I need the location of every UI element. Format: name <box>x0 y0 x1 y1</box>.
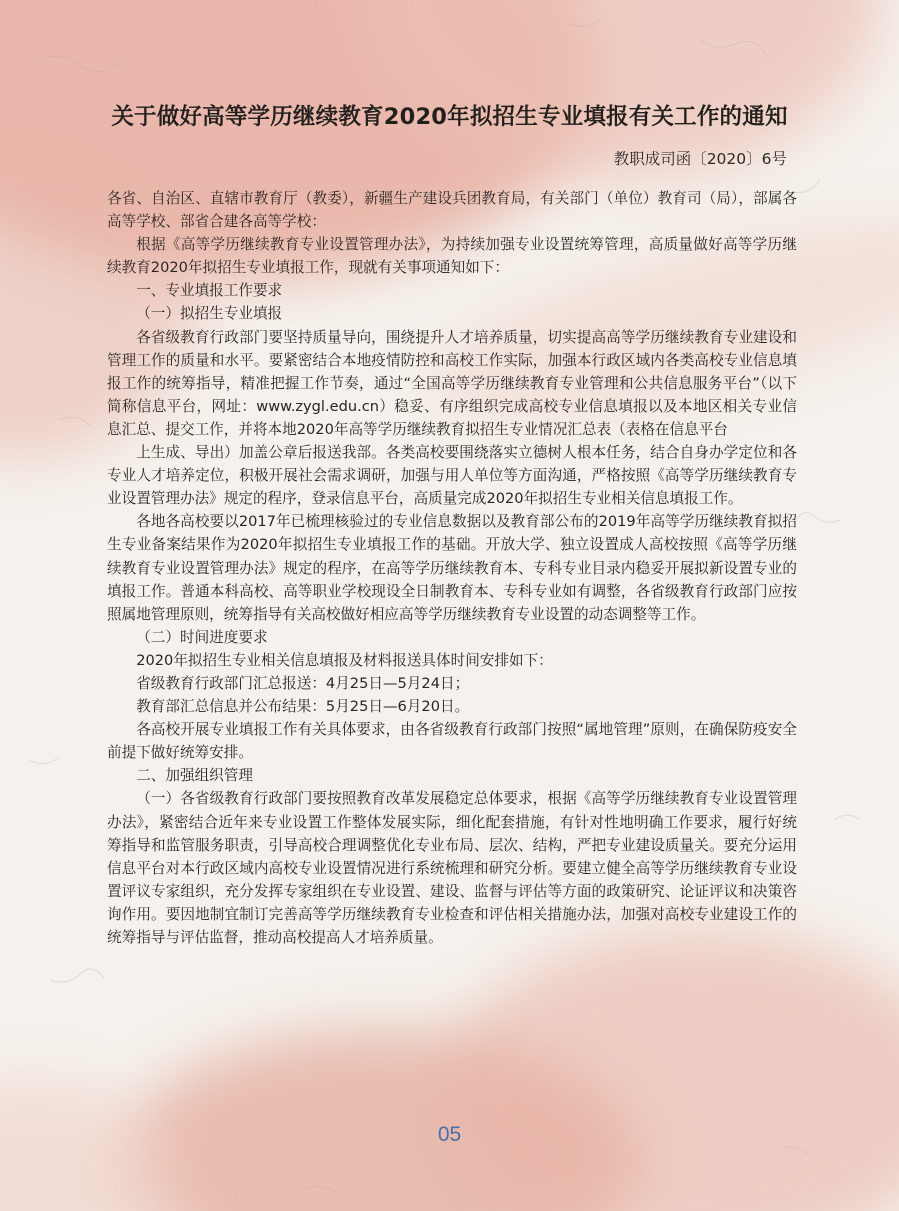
schedule-item: 省级教育行政部门汇总报送：4月25日—5月24日； <box>136 674 470 692</box>
paragraph: 根据《高等学历继续教育专业设置管理办法》，为持续加强专业设置统筹管理，高质量做好高等学历继续教育2020年拟招生专业填报工作，现就有关事项通知如下： <box>107 236 797 277</box>
section-heading: 一、专业填报工作要求 <box>136 282 283 300</box>
document-number: 教职成司函〔2020〕6号 <box>613 150 787 168</box>
document-title: 关于做好高等学历继续教育2020年拟招生专业填报有关工作的通知 <box>111 104 788 130</box>
subsection-heading: （二）时间进度要求 <box>136 628 268 646</box>
subsection-heading: （一）拟招生专业填报 <box>136 305 283 323</box>
paragraph: 上生成、导出）加盖公章后报送我部。各类高校要围绕落实立德树人根本任务，结合自身办学定位和各专业人才培养定位，积极开展社会需求调研，加强与用人单位等方面沟通，严格按照《高等学历继续教育专业设置管理办法》规定的程序，登录信息平台，高质量完成2020年拟招生专业相关信息填报工作。 <box>107 444 797 508</box>
document-body <box>107 187 797 949</box>
paragraph: 各高校开展专业填报工作有关具体要求，由各省级教育行政部门按照“属地管理”原则，在确保防疫安全前提下做好统筹安排。 <box>107 721 797 762</box>
paragraph: 各省、自治区、直辖市教育厅（教委），新疆生产建设兵团教育局，有关部门（单位）教育司（局），部属各高等学校、部省合建各高等学校： <box>107 190 797 231</box>
page-number: 05 <box>437 1123 462 1146</box>
paragraph: 2020年拟招生专业相关信息填报及材料报送具体时间安排如下： <box>136 651 553 669</box>
paragraph: （一）各省级教育行政部门要按照教育改革发展稳定总体要求，根据《高等学历继续教育专业设置管理办法》，紧密结合近年来专业设置工作整体发展实际，细化配套措施，有针对性地明确工作要求，履行好统筹指导和监管服务职责，引导高校合理调整优化专业布局、层次、结构，严把专业建设质量关。要充分运用信息平台对本行政区域内高校专业设置情况进行系统梳理和研究分析。要建立健全高等学历继续教育专业设置评议专家组织，充分发挥专家组织在专业设置、建设、监督与评估等方面的政策研究、论证评议和决策咨询作用。要因地制宜制订完善高等学历继续教育专业检查和评估相关措施办法，加强对高校专业建设工作的统筹指导与评估监督，推动高校提高人才培养质量。 <box>107 790 797 946</box>
paragraph: 各地各高校要以2017年已梳理核验过的专业信息数据以及教育部公布的2019年高等学历继续教育拟招生专业备案结果作为2020年拟招生专业填报工作的基础。开放大学、独立设置成人高校按照《高等学历继续教育专业设置管理办法》规定的程序，在高等学历继续教育本、专科专业目录内稳妥开展拟新设置专业的填报工作。普通本科高校、高等职业学校现设全日制教育本、专科专业如有调整，各省级教育行政部门应按照属地管理原则，统筹指导有关高校做好相应高等学历继续教育专业设置的动态调整等工作。 <box>107 513 797 623</box>
schedule-item: 教育部汇总信息并公布结果：5月25日—6月20日。 <box>136 698 470 716</box>
paragraph: 各省级教育行政部门要坚持质量导向，围绕提升人才培养质量，切实提高高等学历继续教育专业建设和管理工作的质量和水平。要紧密结合本地疫情防控和高校工作实际，加强本行政区域内各类高校专业信息填报工作的统筹指导，精准把握工作节奏，通过“全国高等学历继续教育专业管理和公共信息服务平台”（以下简称信息平台，网址：www.zygl.edu.cn）稳妥、有序组织完成高校专业信息填报以及本地区相关专业信息汇总、提交工作，并将本地2020年高等学历继续教育拟招生专业情况汇总表（表格在信息平台 <box>107 328 797 438</box>
section-heading: 二、加强组织管理 <box>136 767 253 785</box>
